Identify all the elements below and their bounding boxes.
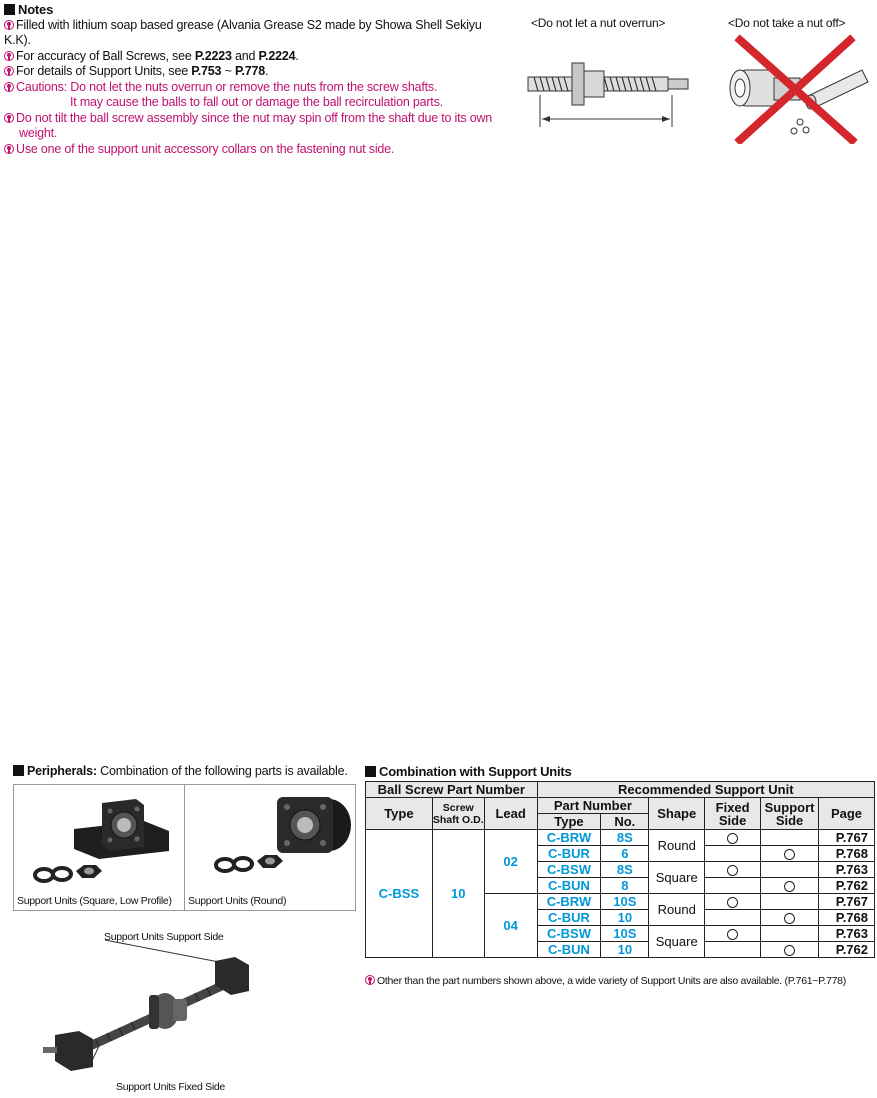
shape-value: Round [649,830,705,862]
falling-balls-graphic [791,119,809,134]
note-caution: Use one of the support unit accessory collars on the fastening nut side. [4,142,504,158]
shaft-od-value: 10 [432,830,484,958]
note-caution: Do not tilt the ball screw assembly since the nut may spin off from the shaft due to its own [4,111,504,127]
lightbulb-icon [4,113,14,123]
combination-title: Combination with Support Units [365,764,572,779]
lead-value: 04 [484,894,537,958]
support-unit-round-image [199,789,354,889]
nut-take-off-illustration [722,34,872,144]
note-item: For details of Support Units, see P.753 ~ P.778. [4,64,504,80]
header-pn-no: No. [601,814,649,830]
header-part-number: Part Number [537,798,649,814]
unit-type: C-BSW [537,862,601,878]
square-bullet-icon [4,4,15,15]
header-page: Page [819,798,875,830]
ball-screw-assembly-image [35,935,275,1080]
support-side-mark [761,894,819,910]
notes-title: Notes [4,2,504,18]
notes-section [4,2,504,157]
fixed-side-mark [705,846,761,862]
combination-footnote: Other than the part numbers shown above, a wide variety of Support Units are also available. (P.761~P.778) [365,975,846,987]
lead-value: 02 [484,830,537,894]
fixed-side-mark [705,910,761,926]
square-bullet-icon [365,766,376,777]
table-row [366,830,875,846]
circle-mark-icon [727,897,738,908]
combination-table [365,781,875,958]
unit-type: C-BUR [537,846,601,862]
leader-line [105,940,219,962]
page-link[interactable]: P.768 [819,910,875,926]
unit-type: C-BRW [537,830,601,846]
fixed-side-mark [705,878,761,894]
unit-no: 8 [601,878,649,894]
unit-no: 10S [601,926,649,942]
circle-mark-icon [784,881,795,892]
label-support-side: Support Units Support Side [104,931,224,943]
nut-graphic [572,63,604,105]
support-side-mark [761,926,819,942]
note-item: For accuracy of Ball Screws, see P.2223 and P.2224. [4,49,504,65]
fixed-side-mark [705,942,761,958]
support-side-mark [761,862,819,878]
page-link[interactable]: P.763 [819,862,875,878]
unit-no: 6 [601,846,649,862]
shape-value: Square [649,862,705,894]
unit-no: 8S [601,830,649,846]
support-side-mark [761,846,819,862]
peripherals-box [13,784,356,911]
support-side-mark [761,942,819,958]
circle-mark-icon [727,833,738,844]
header-recommended: Recommended Support Unit [537,782,874,798]
support-unit-square-image [24,791,179,891]
note-caution-continued: It may cause the balls to fall out or damage the ball recirculation parts. [70,95,443,109]
header-shaft-od: Screw Shaft O.D. [432,798,484,830]
unit-type: C-BUN [537,878,601,894]
support-side-mark [761,878,819,894]
header-pn-type: Type [537,814,601,830]
square-bullet-icon [13,765,24,776]
page-reference: P.2224 [258,48,296,63]
page-link[interactable]: P.762 [819,942,875,958]
unit-type: C-BUR [537,910,601,926]
page-link[interactable]: P.768 [819,846,875,862]
page-link[interactable]: P.767 [819,830,875,846]
divider [184,785,185,910]
page-link[interactable]: P.767 [819,894,875,910]
page-link[interactable]: P.762 [819,878,875,894]
unit-type: C-BSW [537,926,601,942]
page-reference: P.2223 [194,48,232,63]
screw-shaft-graphic [528,77,688,91]
nut-overrun-illustration [520,55,705,135]
label-fixed-side: Support Units Fixed Side [116,1081,225,1093]
unit-type: C-BRW [537,894,601,910]
support-side-mark [761,910,819,926]
circle-mark-icon [784,849,795,860]
lightbulb-icon [4,144,14,154]
lightbulb-icon [365,975,375,985]
unit-no: 10 [601,942,649,958]
caption-round-support-unit: Support Units (Round) [188,895,287,907]
support-side-mark [761,830,819,846]
lightbulb-icon [4,51,14,61]
peripherals-title: Peripherals: Combination of the following parts is available. [13,764,348,778]
circle-mark-icon [727,929,738,940]
unit-no: 10 [601,910,649,926]
unit-type: C-BUN [537,942,601,958]
header-ball-screw: Ball Screw Part Number [366,782,538,798]
header-support-side: Support Side [761,798,819,830]
caption-square-support-unit: Support Units (Square, Low Profile) [17,895,172,907]
circle-mark-icon [784,945,795,956]
shape-value: Round [649,894,705,926]
header-type: Type [366,798,433,830]
header-lead: Lead [484,798,537,830]
lightbulb-icon [4,20,14,30]
page-link[interactable]: P.763 [819,926,875,942]
circle-mark-icon [784,913,795,924]
lightbulb-icon [4,66,14,76]
page-reference: P.778 [234,64,266,78]
unit-no: 8S [601,862,649,878]
fixed-side-mark [705,926,761,942]
unit-no: 10S [601,894,649,910]
fixed-side-mark [705,862,761,878]
shape-value: Square [649,926,705,958]
note-item: Filled with lithium soap based grease (Alvania Grease S2 made by Showa Shell Sekiyu K.K). [4,17,482,47]
caption-take-off: <Do not take a nut off> [728,16,846,30]
ball-screw-type: C-BSS [366,830,433,958]
header-shape: Shape [649,798,705,830]
page-reference: P.753 [191,64,222,78]
lightbulb-icon [4,82,14,92]
note-caution: Cautions: Do not let the nuts overrun or remove the nuts from the screw shafts. [4,80,504,96]
note-caution-continued: weight. [19,126,58,140]
fixed-side-mark [705,830,761,846]
circle-mark-icon [727,865,738,876]
header-fixed-side: Fixed Side [705,798,761,830]
caption-overrun: <Do not let a nut overrun> [531,16,666,30]
fixed-side-mark [705,894,761,910]
